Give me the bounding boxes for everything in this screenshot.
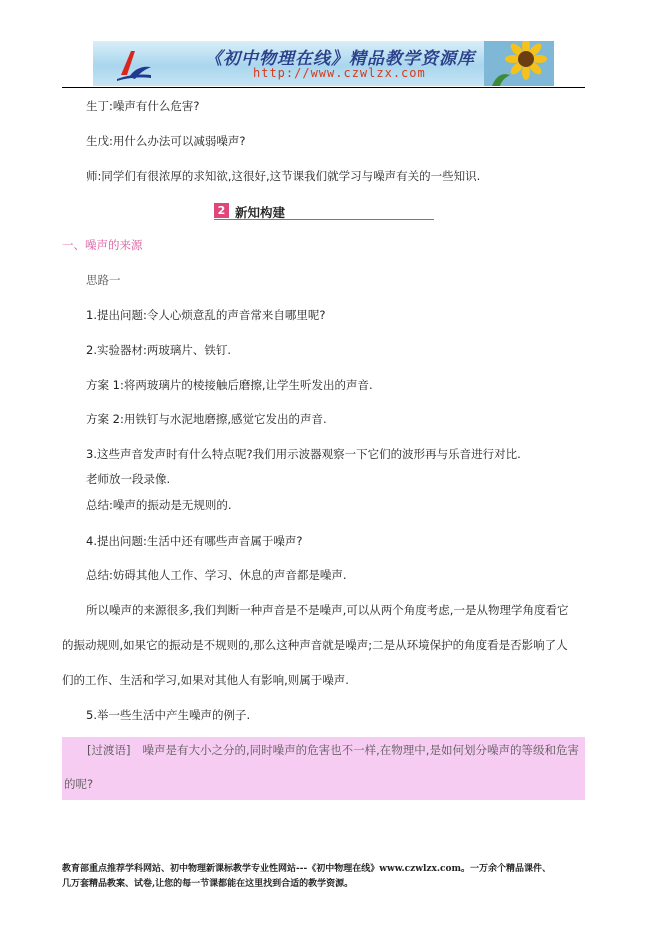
section-number: 2: [214, 203, 229, 218]
summary-1: 总结:噪声的振动是无规则的.: [86, 498, 232, 512]
section-underline: [214, 219, 434, 220]
intro-line-3: 师:同学们有很浓厚的求知欲,这很好,这节课我们就学习与噪声有关的一些知识.: [86, 169, 481, 183]
question-2: 2.实验器材:两玻璃片、铁钉.: [86, 343, 232, 357]
intro-line-2: 生戊:用什么办法可以减弱噪声?: [86, 134, 246, 148]
question-5: 5.举一些生活中产生噪声的例子.: [86, 708, 251, 722]
transition-box: [62, 737, 585, 800]
question-1: 1.提出问题:令人心烦意乱的声音常来自哪里呢?: [86, 308, 326, 322]
transition-text: 噪声是有大小之分的,同时噪声的危害也不一样,在物理中,是如何划分噪声的等级和危害: [142, 743, 579, 757]
banner-url[interactable]: http://www.czwlzx.com: [253, 66, 426, 80]
section-heading: [214, 202, 434, 220]
transition-tag: [过渡语]: [87, 743, 131, 757]
paragraph-line-1: 所以噪声的来源很多,我们判断一种声音是不是噪声,可以从两个角度考虑,一是从物理学角度看它: [86, 603, 569, 617]
header-banner: [93, 41, 554, 86]
paragraph-line-2: 的振动规则,如果它的振动是不规则的,那么这种声音就是噪声;二是从环境保护的角度看是否影响了人: [62, 638, 568, 652]
sunflower-icon: [484, 41, 554, 86]
question-3: 3.这些声音发声时有什么特点呢?我们用示波器观察一下它们的波形再与乐音进行对比.: [86, 447, 521, 461]
footer-line-2: 几万套精品教案、试卷,让您的每一节课都能在这里找到合适的教学资源。: [62, 879, 354, 889]
teacher-note: 老师放一段录像.: [86, 472, 171, 486]
question-4: 4.提出问题:生活中还有哪些声音属于噪声?: [86, 534, 303, 548]
footer-line-1: 教育部重点推荐学科网站、初中物理新课标教学专业性网站---《初中物理在线》www.czwlzx.com。一万余个精品课件、: [62, 864, 552, 874]
header-divider: [62, 87, 585, 88]
section-title: 新知构建: [235, 205, 286, 220]
paragraph-line-3: 们的工作、生活和学习,如果对其他人有影响,则属于噪声.: [62, 673, 349, 687]
page-footer: [62, 862, 602, 892]
plan-2: 方案 2:用铁钉与水泥地磨擦,感觉它发出的声音.: [86, 412, 327, 426]
intro-line-1: 生丁:噪声有什么危害?: [86, 99, 200, 113]
approach-label: 思路一: [86, 273, 121, 287]
transition-line-2: 的呢?: [64, 777, 94, 791]
plan-1: 方案 1:将两玻璃片的棱接触后磨擦,让学生听发出的声音.: [86, 378, 373, 392]
site-logo-icon: [115, 45, 153, 83]
banner-title: 《初中物理在线》精品教学资源库: [205, 49, 475, 69]
summary-2: 总结:妨碍其他人工作、学习、休息的声音都是噪声.: [86, 568, 347, 582]
subsection-title: 一、噪声的来源: [62, 238, 143, 252]
transition-line-1: [87, 743, 579, 758]
